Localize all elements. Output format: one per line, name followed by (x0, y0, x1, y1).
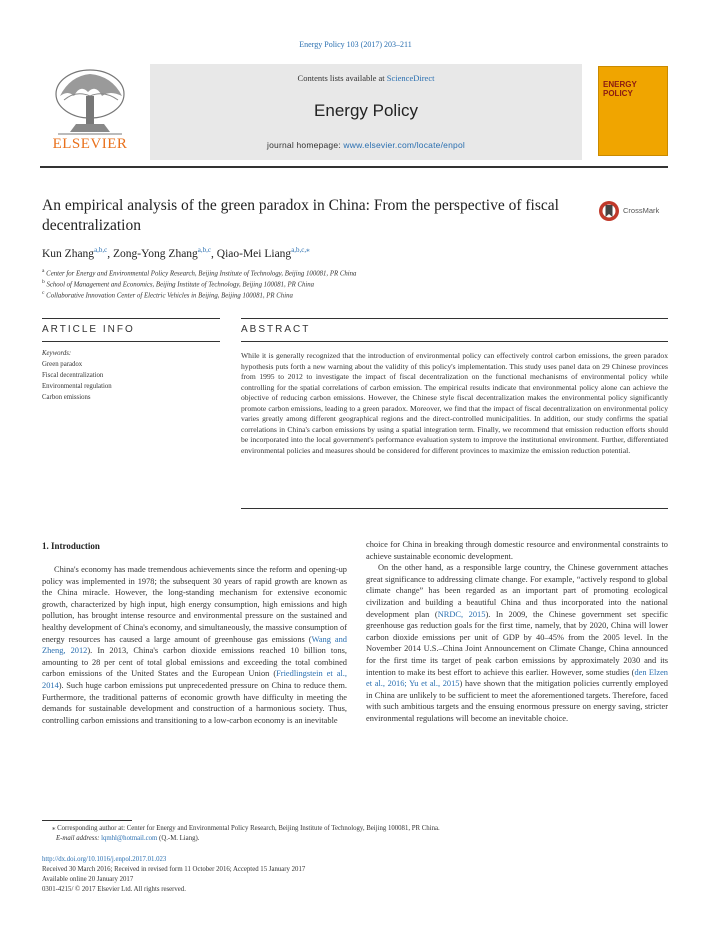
abstract-heading: ABSTRACT (241, 324, 311, 335)
affiliation-text: Center for Energy and Environmental Policy Research, Beijing Institute of Technology, Beijing 100081, PR China (46, 270, 357, 278)
received-dates: Received 30 March 2016; Received in revised form 11 October 2016; Accepted 15 January 2017 (42, 866, 306, 873)
article-info-rule-bottom (42, 341, 220, 342)
affiliation-text: Collaborative Innovation Center of Electric Vehicles in Beijing, Beijing 100081, PR China (46, 292, 293, 300)
footnote-divider (42, 820, 132, 821)
email-link[interactable]: lqmhl@hotmail.com (101, 835, 158, 842)
contents-line (150, 73, 582, 83)
affiliation (42, 268, 356, 277)
citation-link[interactable]: NRDC, 2015 (437, 609, 486, 619)
paragraph-text: On the other hand, as a responsible large country, the Chinese government attaches great significance to addressing climate change. For example, “actively respond to global climate change” has been regarded as an important part of promoting ecological civilization and building a beautiful China and thus incorporated into the national development plan ( (366, 563, 668, 619)
contents-prefix: Contents lists available at (297, 73, 387, 83)
cover-title-line1: ENERGY (603, 80, 637, 89)
author-name[interactable]: Kun Zhang (42, 247, 95, 260)
doi-link[interactable] (42, 855, 166, 864)
keyword: Fiscal decentralization (42, 372, 104, 379)
paragraph-text: ). In 2009, the Chinese government set specific greenhouse gas reduction goals for the first time, namely, that by 2020, China will lower carbon dioxide emissions per unit of GDP by 40–45% from the 2005 level. In the November 2014 U.S.–China Joint Announcement on Climate Change, China announced for the first time its target of peak carbon emissions by approximately 2030 and its intention to make its best effort to achieve this earlier. However, some studies ( (366, 609, 668, 677)
affiliation-text: School of Management and Economics, Beijing Institute of Technology, Beijing 100081, PR China (46, 281, 315, 289)
crossmark-icon[interactable] (598, 200, 620, 222)
sciencedirect-link[interactable]: ScienceDirect (386, 73, 435, 83)
section-heading-introduction: 1. Introduction (42, 541, 100, 551)
body-paragraph (366, 562, 668, 724)
copyright-line: 0301-4215/ © 2017 Elsevier Ltd. All rights reserved. (42, 886, 186, 893)
paragraph-text: ). In 2013, China's carbon dioxide emissions reached 10 billion tons, amounting to 28 per cent of total global emissions and exceeding the total combined carbon emissions of the United States and the European Union ( (42, 646, 347, 679)
author-name[interactable]: Zong-Yong Zhang (113, 247, 198, 260)
article-info-rule-top (42, 318, 220, 319)
author-affiliation-sup[interactable]: a,b,c (197, 246, 212, 254)
author-separator: , (107, 247, 114, 260)
affiliation-sup: b (42, 279, 45, 285)
homepage-link[interactable]: www.elsevier.com/locate/enpol (343, 140, 465, 150)
paragraph-text: China's economy has made tremendous achievements since the reform and opening-up policy was implemented in 1978; the subsequent 30 years of rapid growth are known as the China miracle. However, the long-standing mechanism for extensive economic growth, characterized by high input, high energy consumption, high emissions and high pollution, has brought intense resource and environmental pressure on the sustained and healthy development of China's economy, and simultaneously, the massive consumption of energy resources has caused a large amount of greenhouse gas emissions ( (42, 565, 347, 644)
journal-citation[interactable]: Energy Policy 103 (2017) 203–211 (299, 40, 412, 49)
abstract-rule-end (241, 508, 668, 509)
affiliation (42, 290, 293, 299)
cover-title (603, 80, 663, 98)
cover-title-line2: POLICY (603, 89, 633, 98)
body-paragraph (42, 564, 347, 726)
email-label: E-mail address: (56, 835, 102, 842)
paragraph-text: ). Such huge carbon emissions put unprecedented pressure on China to reduce them. Furthermore, the traditional patterns of economic growth have difficulty in meeting the demands for sustainable development and construction of a harmonious society. Thus, controlling carbon emissions and transitioning to a low-carbon economy is an inevitable (42, 680, 347, 725)
keyword: Carbon emissions (42, 394, 91, 401)
citation-link[interactable]: Wang and Zheng, 2012 (42, 634, 347, 656)
keyword: Green paradox (42, 361, 83, 368)
article-title: An empirical analysis of the green paradox in China: From the perspective of fiscal decentralization (42, 197, 559, 234)
corresponding-author-note: ⁎ Corresponding author at: Center for Energy and Environmental Policy Research, Beijing Institute of Technology, Beijing 100081, PR China. (52, 825, 440, 832)
author-name[interactable]: Qiao-Mei Liang (216, 247, 292, 260)
email-suffix: (Q.-M. Liang). (157, 835, 200, 842)
author-separator: , (211, 247, 217, 260)
author-list (42, 246, 310, 260)
citation-link[interactable]: den Elzen et al., 2016; Yu et al., 2015 (366, 667, 668, 689)
keyword: Environmental regulation (42, 383, 112, 390)
header-divider (40, 166, 668, 168)
crossmark-label[interactable]: CrossMark (623, 206, 660, 215)
doi-url[interactable]: http://dx.doi.org/10.1016/j.enpol.2017.01.023 (42, 856, 167, 863)
journal-title: Energy Policy (314, 101, 418, 120)
homepage-prefix: journal homepage: (267, 140, 344, 150)
abstract-rule-top (241, 318, 668, 319)
elsevier-publisher-name: ELSEVIER (52, 136, 128, 152)
author-affiliation-sup[interactable]: a,b,c (94, 246, 108, 254)
email-note (56, 834, 199, 843)
body-paragraph: choice for China in breaking through domestic resource and environmental constraints to achieve sustainable economic development. (366, 540, 668, 561)
abstract-rule-bottom (241, 341, 668, 342)
body-column-left (42, 564, 347, 726)
author-affiliation-sup[interactable]: a,b,c,⁎ (291, 246, 310, 254)
journal-homepage (150, 140, 582, 150)
keywords-label: Keywords: (42, 350, 72, 357)
online-date: Available online 20 January 2017 (42, 876, 134, 883)
affiliation (42, 279, 314, 288)
paragraph-text: ) have shown that the mitigation policies currently employed in China are unlikely to be sufficient to meet the aforementioned targets. Therefore, faced with such ambitious targets and the ensuing enormous pressure on energy saving, stricter environmental regulations will become an inevitable choice. (366, 679, 668, 723)
affiliation-sup: c (42, 290, 45, 296)
affiliation-sup: a (42, 268, 45, 274)
abstract-text: While it is generally recognized that the introduction of environmental policy can effectively control carbon emissions, the green paradox hypothesis puts forth a new warning about the validity of this policy's implementation. This study uses panel data on 29 Chinese provinces from 1995 to 2012 to investigate the impact of fiscal decentralization on the functional mechanisms of environmental policy while controlling for the spatial correlations of carbon emission. The empirical results indicate that environmental policy alone can achieve the objective of reducing carbon emissions. However, the Chinese style fiscal decentralization makes the environmental policy significantly promote carbon emissions, leading to a green paradox. Moreover, we find that the impact of fiscal decentralization on environmental policy varies greatly among different geographical regions and the direct-controlled municipalities. In addition, our study confirms the spatial correlations in China's carbon emissions by using a spatial integration term. Finally, we recommend that emission reduction efforts should be incorporated into the local government's performance evaluation system to improve the institutional environment. Further, differentiated environmental policies and measures should be considered for different provinces to maximize the emission reduction potential. (241, 351, 668, 455)
body-column-right (366, 539, 668, 725)
citation-link[interactable]: Friedlingstein et al., 2014 (42, 669, 347, 690)
article-info-heading: ARTICLE INFO (42, 324, 135, 335)
